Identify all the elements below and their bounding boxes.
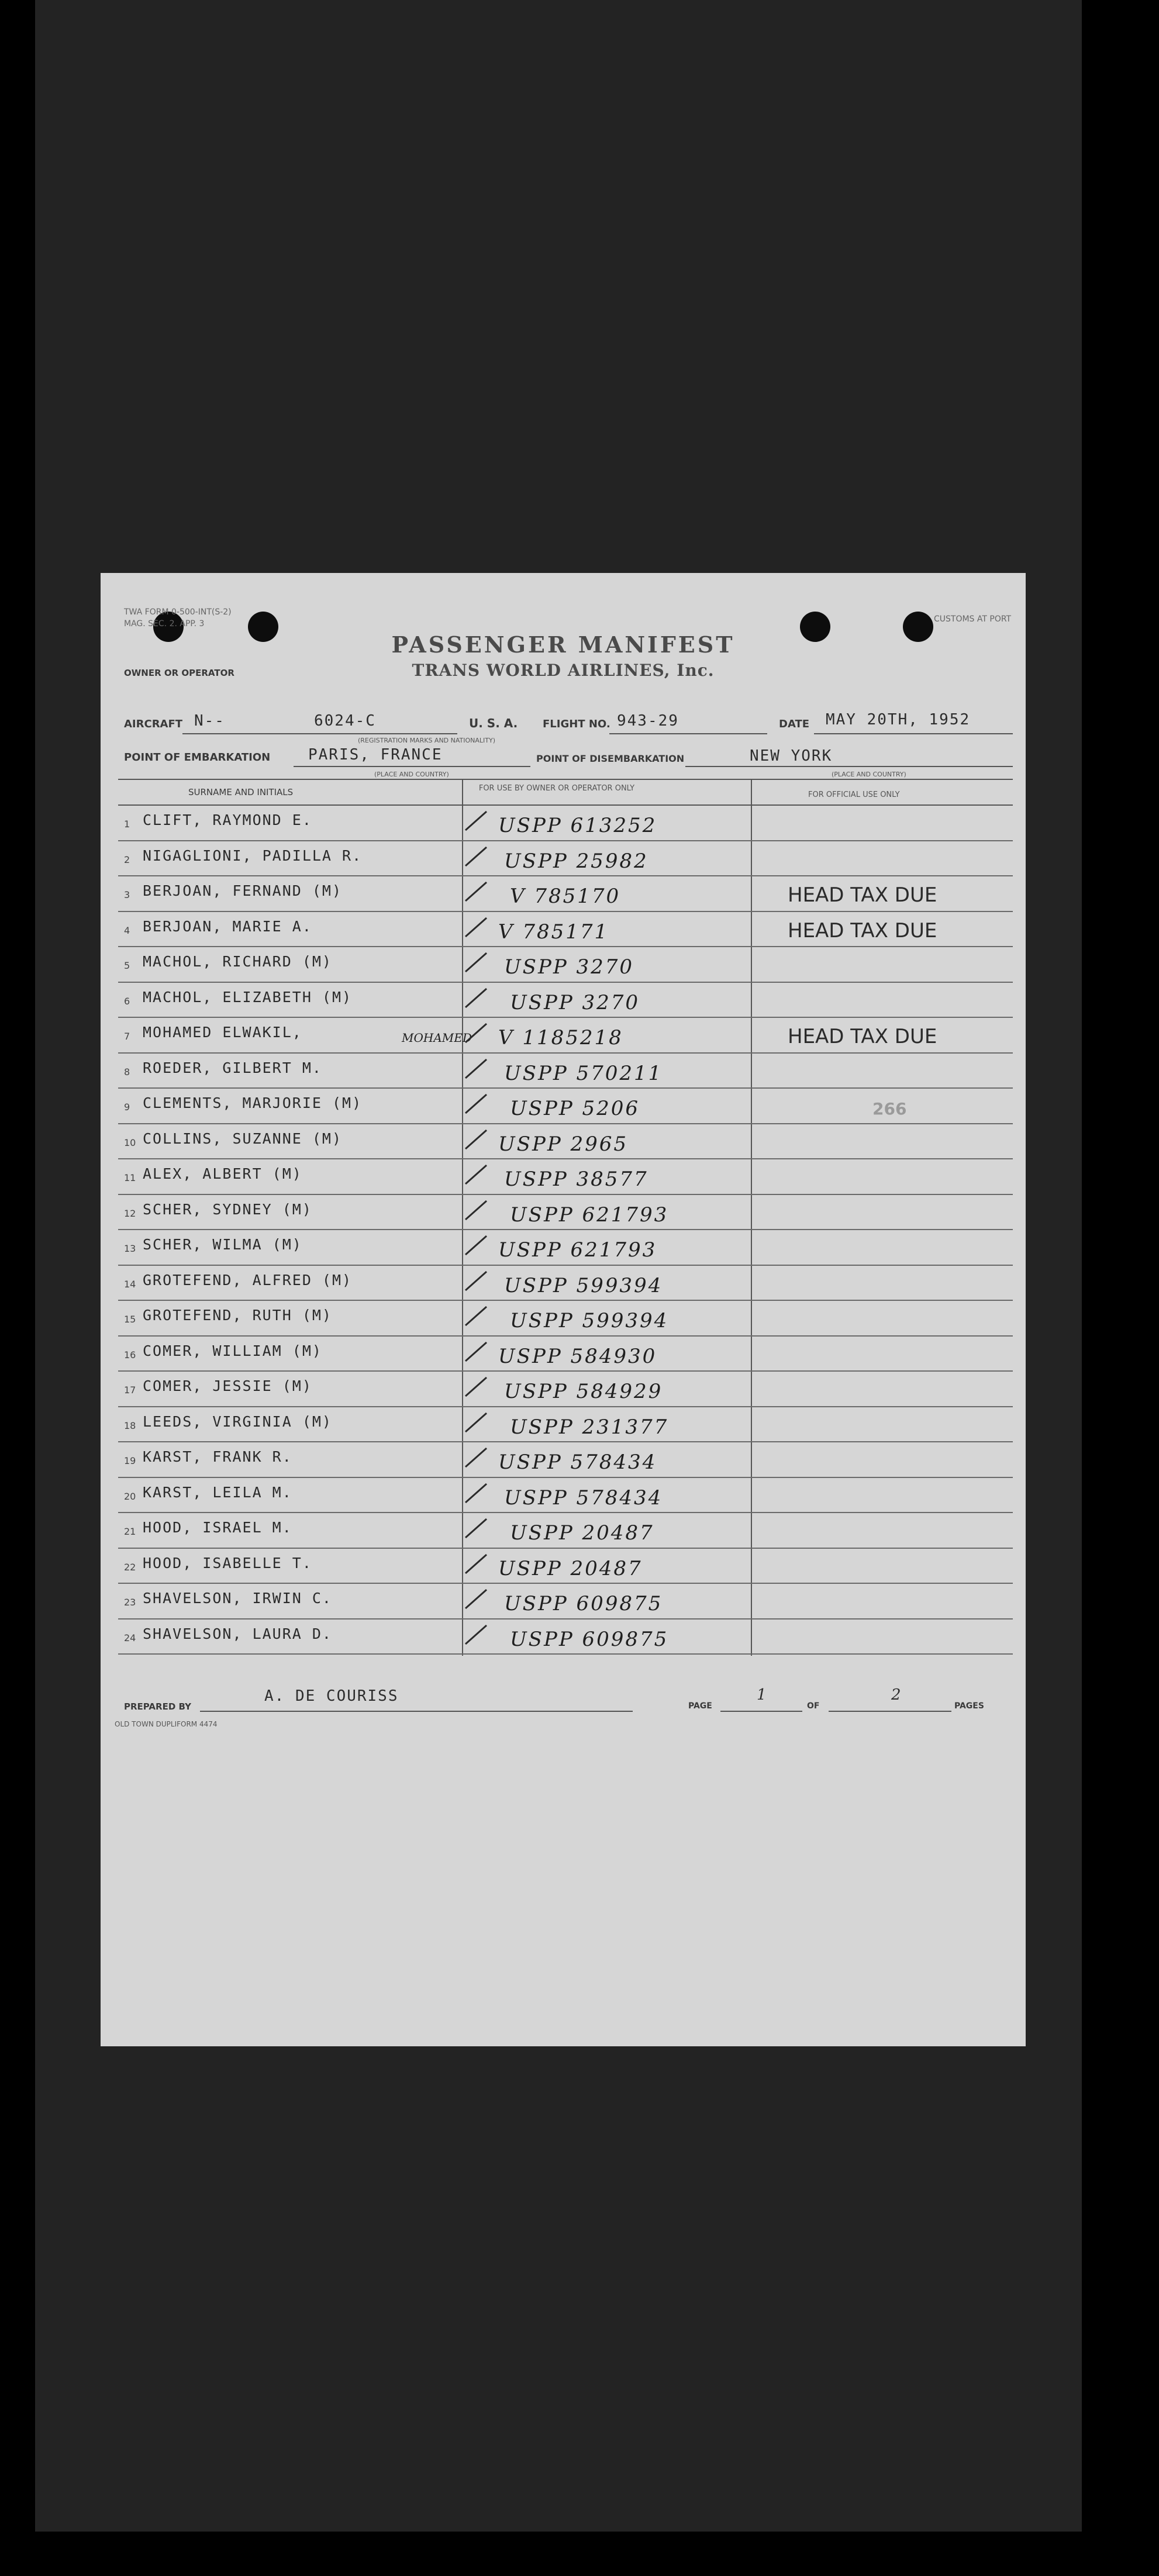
check-mark-icon [463, 1517, 489, 1540]
owner-label: OWNER OR OPERATOR [124, 668, 234, 678]
passport-number: USPP 621793 [510, 1203, 669, 1227]
passenger-row [118, 1195, 1013, 1231]
passenger-name: KARST, FRANK R. [143, 1448, 292, 1465]
row-number: 7 [124, 1031, 130, 1042]
embark-label: POINT OF EMBARKATION [124, 751, 271, 764]
passport-number: USPP 599394 [504, 1273, 663, 1297]
passenger-row [118, 1478, 1013, 1514]
printer-note: OLD TOWN DUPLIFORM 4474 [115, 1720, 218, 1728]
check-mark-icon [463, 1269, 489, 1293]
passenger-name: COLLINS, SUZANNE (M) [143, 1130, 343, 1147]
col-name-header: SURNAME AND INITIALS [188, 787, 294, 797]
passenger-row [118, 1301, 1013, 1337]
passport-number: USPP 3270 [510, 990, 640, 1014]
row-number: 19 [124, 1455, 136, 1466]
of-label: OF [807, 1701, 820, 1711]
passenger-name: KARST, LEILA M. [143, 1483, 292, 1501]
flight-value: 943-29 [617, 712, 679, 730]
passenger-name: BERJOAN, MARIE A. [143, 917, 312, 935]
passenger-row [118, 1124, 1013, 1160]
of-underline [829, 1711, 951, 1712]
check-mark-icon [463, 1163, 489, 1186]
manifest-page [101, 573, 1026, 2046]
row-number: 11 [124, 1172, 136, 1183]
row-number: 16 [124, 1349, 136, 1360]
passenger-name: MACHOL, ELIZABETH (M) [143, 988, 353, 1006]
passenger-name: COMER, JESSIE (M) [143, 1377, 312, 1394]
passport-number: USPP 20487 [510, 1521, 654, 1545]
aircraft-value: 6024-C [314, 712, 376, 730]
page-label: PAGE [688, 1701, 712, 1711]
disembark-underline [685, 766, 1013, 767]
prepared-underline [200, 1711, 633, 1712]
row-number: 6 [124, 995, 130, 1007]
table-top-rule [118, 779, 1013, 780]
passport-number: USPP 613252 [498, 814, 657, 837]
passport-number: USPP 3270 [504, 955, 634, 979]
check-mark-icon [463, 1199, 489, 1222]
row-number: 21 [124, 1526, 136, 1537]
passport-number: V 785171 [498, 920, 609, 944]
passport-number: USPP 621793 [498, 1238, 657, 1262]
passenger-row [118, 1407, 1013, 1443]
passenger-row [118, 1230, 1013, 1266]
check-mark-icon [463, 1552, 489, 1576]
passport-number: USPP 5206 [510, 1097, 640, 1120]
passenger-row [118, 947, 1013, 983]
passport-number: USPP 578434 [504, 1486, 663, 1510]
check-mark-icon [463, 1092, 489, 1116]
date-value: MAY 20TH, 1952 [826, 711, 971, 728]
page-underline [720, 1711, 802, 1712]
passport-number: USPP 20487 [498, 1556, 643, 1580]
passenger-row [118, 1054, 1013, 1089]
passport-number: USPP 38577 [504, 1168, 649, 1191]
passport-number: USPP 570211 [504, 1061, 663, 1085]
row-number: 8 [124, 1066, 130, 1078]
passenger-row [118, 1159, 1013, 1195]
passport-number: V 785170 [510, 885, 621, 908]
date-label: DATE [779, 718, 810, 730]
manifest-title: PASSENGER MANIFEST [391, 631, 735, 658]
embark-underline [294, 766, 530, 767]
passenger-row [118, 1442, 1013, 1478]
flight-label: FLIGHT NO. [543, 718, 610, 730]
embark-note: (PLACE AND COUNTRY) [374, 771, 449, 778]
row-number: 15 [124, 1314, 136, 1325]
check-mark-icon [463, 1234, 489, 1257]
passenger-row [118, 841, 1013, 877]
passenger-name: SCHER, SYDNEY (M) [143, 1200, 312, 1218]
passenger-name: GROTEFEND, RUTH (M) [143, 1307, 332, 1324]
embark-value: PARIS, FRANCE [308, 746, 443, 764]
passenger-name: LEEDS, VIRGINIA (M) [143, 1413, 332, 1430]
passenger-name: NIGAGLIONI, PADILLA R. [143, 847, 363, 864]
faint-stamp: 266 [872, 1099, 907, 1118]
passenger-row [118, 806, 1013, 841]
check-mark-icon [463, 1411, 489, 1434]
col-official-header: FOR OFFICIAL USE ONLY [808, 790, 900, 799]
check-mark-icon [463, 809, 489, 833]
prepared-value: A. DE COURISS [264, 1687, 399, 1705]
row-number: 3 [124, 889, 130, 900]
check-mark-icon [463, 1375, 489, 1399]
official-note: HEAD TAX DUE [788, 1025, 937, 1048]
check-mark-icon [463, 986, 489, 1010]
row-number: 1 [124, 819, 130, 830]
date-underline [814, 733, 1013, 734]
passport-number: USPP 609875 [504, 1592, 663, 1615]
passenger-row [118, 876, 1013, 912]
check-mark-icon [463, 951, 489, 974]
aircraft-underline [182, 733, 457, 734]
passenger-row [118, 912, 1013, 948]
form-id: TWA FORM 0-500-INT(S-2) [124, 607, 232, 617]
check-mark-icon [463, 1446, 489, 1469]
passenger-row [118, 1337, 1013, 1372]
airline-name: TRANS WORLD AIRLINES, Inc. [412, 661, 715, 680]
passenger-row [118, 1549, 1013, 1584]
passenger-name: MOHAMED ELWAKIL, [143, 1024, 302, 1041]
row-number: 14 [124, 1278, 136, 1290]
passenger-row [118, 1513, 1013, 1549]
disembark-value: NEW YORK [750, 747, 833, 765]
passport-number: USPP 2965 [498, 1132, 629, 1156]
passenger-name: CLEMENTS, MARJORIE (M) [143, 1094, 363, 1111]
passenger-name: BERJOAN, FERNAND (M) [143, 882, 343, 899]
passenger-name: HOOD, ISABELLE T. [143, 1554, 312, 1572]
check-mark-icon [463, 1623, 489, 1646]
passport-number: V 1185218 [498, 1026, 623, 1049]
row-number: 17 [124, 1384, 136, 1396]
passenger-row [118, 1266, 1013, 1301]
passenger-row [118, 1620, 1013, 1655]
check-mark-icon [463, 1128, 489, 1151]
form-note: MAG. SEC. 2. APP. 3 [124, 619, 205, 629]
check-mark-icon [463, 916, 489, 939]
disembark-note: (PLACE AND COUNTRY) [832, 771, 906, 778]
passport-number: USPP 599394 [510, 1309, 669, 1332]
passenger-name: SHAVELSON, LAURA D. [143, 1625, 332, 1642]
row-number: 10 [124, 1137, 136, 1148]
passport-number: USPP 584929 [504, 1380, 663, 1403]
handwritten-annotation: MOHAMED [402, 1031, 472, 1045]
passenger-name: GROTEFEND, ALFRED (M) [143, 1271, 353, 1289]
aircraft-label: AIRCRAFT [124, 718, 183, 730]
passenger-table [118, 806, 1013, 1655]
pages-label: PAGES [954, 1701, 984, 1711]
row-number: 24 [124, 1632, 136, 1643]
passenger-name: HOOD, ISRAEL M. [143, 1519, 292, 1536]
check-mark-icon [463, 1057, 489, 1080]
row-number: 18 [124, 1420, 136, 1431]
passenger-name: MACHOL, RICHARD (M) [143, 953, 332, 970]
check-mark-icon [463, 1304, 489, 1328]
top-right-note: CUSTOMS AT PORT [934, 614, 1012, 624]
passenger-row [118, 1018, 1013, 1054]
passenger-name: ROEDER, GILBERT M. [143, 1059, 322, 1076]
of-value: 2 [891, 1686, 902, 1704]
row-number: 23 [124, 1597, 136, 1608]
official-note: HEAD TAX DUE [788, 918, 937, 942]
row-number: 2 [124, 854, 130, 865]
check-mark-icon [463, 1021, 489, 1045]
row-number: 4 [124, 924, 130, 936]
passenger-name: ALEX, ALBERT (M) [143, 1165, 302, 1182]
passenger-row [118, 1372, 1013, 1407]
passport-number: USPP 584930 [498, 1344, 657, 1368]
prepared-label: PREPARED BY [124, 1701, 191, 1712]
row-number: 22 [124, 1561, 136, 1573]
check-mark-icon [463, 845, 489, 868]
passenger-name: SHAVELSON, IRWIN C. [143, 1590, 332, 1607]
passport-number: USPP 578434 [498, 1451, 657, 1474]
passenger-name: CLIFT, RAYMOND E. [143, 812, 312, 828]
col-owner-header: FOR USE BY OWNER OR OPERATOR ONLY [478, 784, 635, 793]
row-number: 20 [124, 1490, 136, 1502]
flight-underline [609, 733, 767, 734]
country: U. S. A. [469, 716, 518, 730]
passport-number: USPP 25982 [504, 849, 649, 873]
passenger-row [118, 1089, 1013, 1124]
check-mark-icon [463, 880, 489, 903]
registry-note: (REGISTRATION MARKS AND NATIONALITY) [358, 737, 496, 744]
check-mark-icon [463, 1340, 489, 1363]
passenger-name: SCHER, WILMA (M) [143, 1236, 302, 1253]
row-number: 5 [124, 960, 130, 971]
passport-number: USPP 231377 [510, 1415, 669, 1439]
row-number: 12 [124, 1207, 136, 1219]
passenger-name: COMER, WILLIAM (M) [143, 1342, 322, 1359]
passport-number: USPP 609875 [510, 1627, 669, 1651]
check-mark-icon [463, 1482, 489, 1505]
aircraft-prefix: N-- [194, 712, 225, 730]
passenger-row [118, 1584, 1013, 1620]
passenger-row [118, 983, 1013, 1018]
check-mark-icon [463, 1587, 489, 1611]
disembark-label: POINT OF DISEMBARKATION [536, 753, 685, 764]
page-value: 1 [757, 1686, 768, 1704]
official-note: HEAD TAX DUE [788, 883, 937, 907]
row-number: 9 [124, 1101, 130, 1113]
row-number: 13 [124, 1243, 136, 1254]
